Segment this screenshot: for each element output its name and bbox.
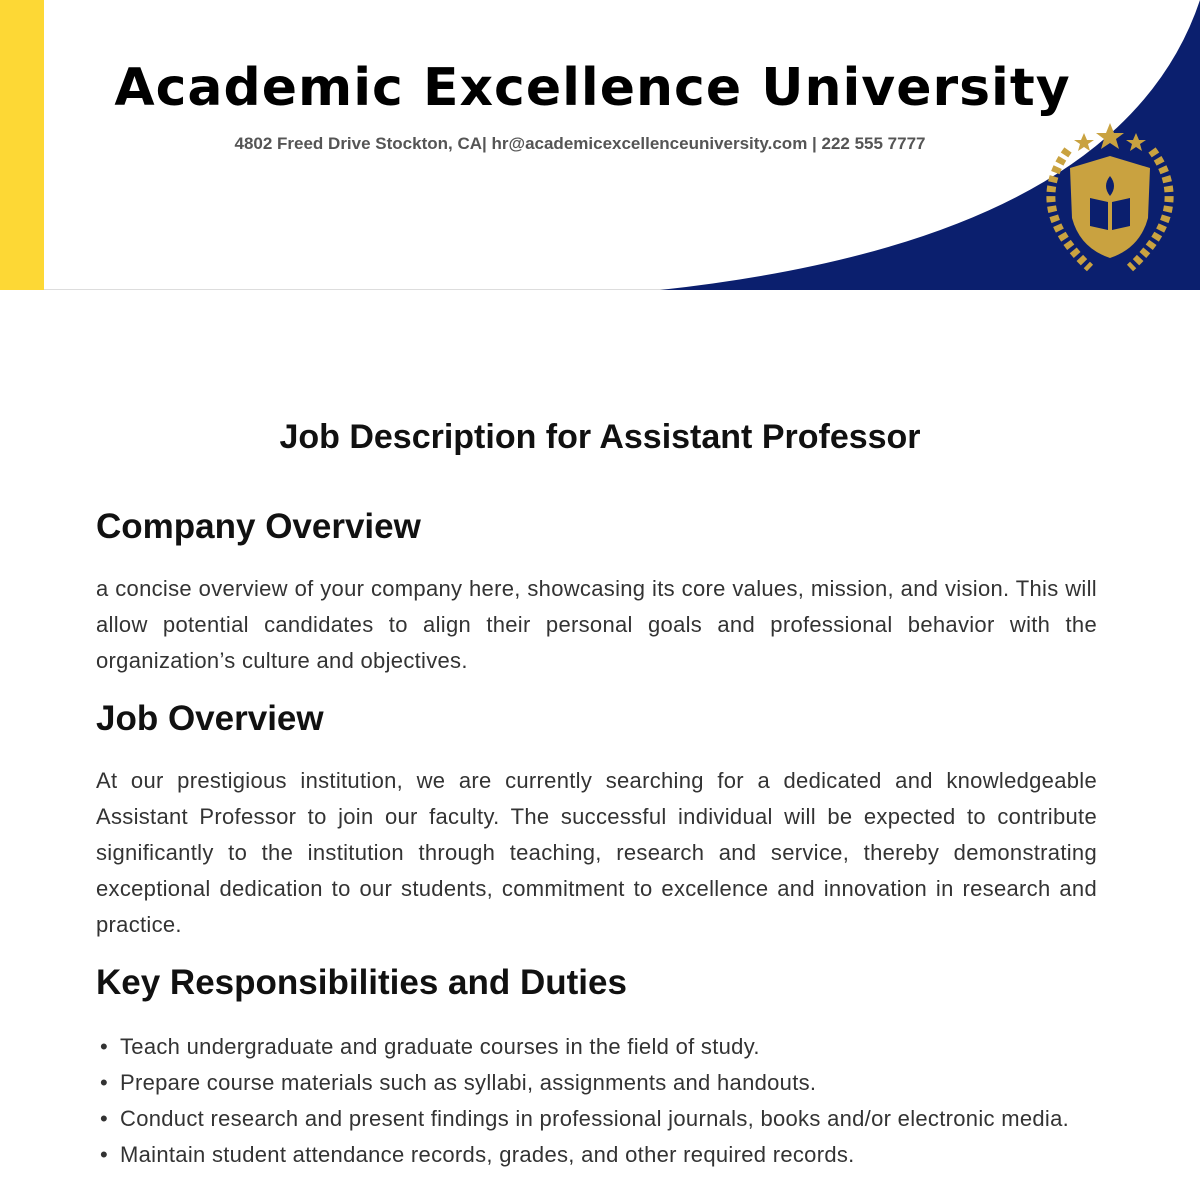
responsibilities-heading: Key Responsibilities and Duties	[96, 963, 627, 1002]
document-title: Job Description for Assistant Professor	[279, 418, 921, 456]
letterhead	[0, 0, 1200, 290]
university-crest-logo	[1030, 118, 1190, 283]
university-name: Academic Excellence University	[114, 58, 1071, 118]
job-overview-text: At our prestigious institution, we are currently searching for a dedicated and knowledgeable Assistant Professor to join our faculty. The successful individual will be expected to contribute significantly to the institution through teaching, research and service, thereby demonstrating exceptional dedication to our students, commitment to excellence and innovation in research and practice.	[96, 768, 1097, 937]
list-item: • Teach undergraduate and graduate courses in the field of study.	[96, 1029, 1073, 1065]
list-item: • Prepare course materials such as syllabi, assignments and handouts.	[96, 1065, 1073, 1101]
list-item: • Conduct research and present findings in professional journals, books and/or electronic media.	[96, 1101, 1073, 1137]
document-body	[96, 505, 1097, 1173]
contact-info: 4802 Freed Drive Stockton, CA| hr@academicexcellenceuniversity.com | 222 555 7777	[234, 134, 926, 153]
list-item: • Maintain student attendance records, grades, and other required records.	[96, 1137, 1073, 1173]
company-overview-text: a concise overview of your company here, showcasing its core values, mission, and vision. This will allow potential candidates to align their personal goals and professional behavior with the organization’s culture and objectives.	[96, 576, 1097, 673]
company-overview-heading: Company Overview	[96, 507, 421, 546]
job-overview-heading: Job Overview	[96, 699, 324, 738]
responsibilities-list	[96, 1029, 1097, 1173]
